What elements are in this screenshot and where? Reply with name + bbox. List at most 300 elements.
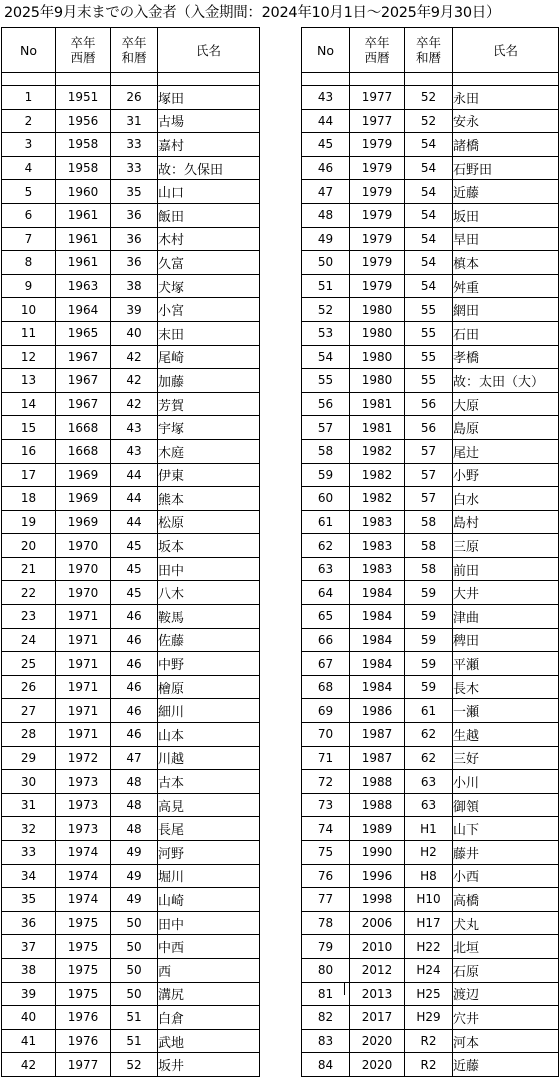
- table-row: [2, 581, 260, 605]
- cell-grad-year-western: 1967: [56, 369, 111, 393]
- cell-grad-year-japanese: 47: [111, 746, 158, 770]
- cell-no: 7: [2, 227, 56, 251]
- cell-no: 45: [302, 133, 350, 157]
- table-row: [302, 557, 559, 581]
- cell-grad-year-western: 1973: [56, 793, 111, 817]
- cell-no: 31: [2, 793, 56, 817]
- cell-name: 加藤: [158, 369, 260, 393]
- cell-name: 稗田: [453, 628, 559, 652]
- cell-name: 山本: [158, 723, 260, 747]
- cell-no: 9: [2, 274, 56, 298]
- cell-no: 2: [2, 109, 56, 133]
- table-row: [2, 982, 260, 1006]
- table-row: [2, 817, 260, 841]
- cell-grad-year-western: 1987: [350, 723, 405, 747]
- cell-no: 27: [2, 699, 56, 723]
- cell-name: 穴井: [453, 1006, 559, 1030]
- cell-no: 24: [2, 628, 56, 652]
- table-row: [2, 109, 260, 133]
- header-grad-year-label: 卒年: [364, 35, 390, 50]
- cell-no: 71: [302, 746, 350, 770]
- cell-no: 20: [2, 534, 56, 558]
- cell-name: 熊本: [158, 487, 260, 511]
- table-row: [2, 841, 260, 865]
- table-row: [302, 652, 559, 676]
- cell-grad-year-japanese: 56: [405, 416, 453, 440]
- cell-grad-year-western: 1982: [350, 463, 405, 487]
- cell-grad-year-western: 1967: [56, 345, 111, 369]
- cell-name: 宇塚: [158, 416, 260, 440]
- cell-no: 18: [2, 487, 56, 511]
- cell-grad-year-japanese: 59: [405, 652, 453, 676]
- cell-grad-year-japanese: H24: [405, 958, 453, 982]
- cell-grad-year-western: 2013: [350, 982, 405, 1006]
- table-row: [302, 746, 559, 770]
- table-row: [2, 628, 260, 652]
- cell-grad-year-western: 1971: [56, 699, 111, 723]
- cell-name: 高橋: [453, 888, 559, 912]
- cell-grad-year-western: 1988: [350, 770, 405, 794]
- table-row: [2, 1006, 260, 1030]
- cell-no: 36: [2, 911, 56, 935]
- cell-no: 49: [302, 227, 350, 251]
- cell-grad-year-western: 1980: [350, 369, 405, 393]
- cell-no: 32: [2, 817, 56, 841]
- cell-grad-year-western: 1980: [350, 321, 405, 345]
- cell-no: 51: [302, 274, 350, 298]
- cell-name: 八木: [158, 581, 260, 605]
- cell-name: 島村: [453, 510, 559, 534]
- cell-name: 三原: [453, 534, 559, 558]
- table-row: [302, 675, 559, 699]
- cell-grad-year-western: 1958: [56, 133, 111, 157]
- cell-grad-year-western: 1988: [350, 793, 405, 817]
- cell-name: 小西: [453, 864, 559, 888]
- cell-grad-year-western: 1981: [350, 416, 405, 440]
- cell-grad-year-western: 1969: [56, 487, 111, 511]
- table-row: [302, 888, 559, 912]
- cell-name: 石原: [453, 958, 559, 982]
- table-row: [2, 345, 260, 369]
- table-row: [302, 864, 559, 888]
- table-row: [2, 274, 260, 298]
- cell-grad-year-western: 1984: [350, 675, 405, 699]
- table-row: [302, 251, 559, 275]
- cell-grad-year-japanese: 59: [405, 605, 453, 629]
- cell-no: 40: [2, 1006, 56, 1030]
- cell-grad-year-western: 1971: [56, 628, 111, 652]
- spacer-row: [302, 73, 559, 86]
- cell-no: 44: [302, 109, 350, 133]
- header-grad-year-label: 卒年: [70, 35, 96, 50]
- cell-grad-year-western: 1974: [56, 864, 111, 888]
- cell-grad-year-japanese: R2: [405, 1029, 453, 1053]
- cell-name: 三好: [453, 746, 559, 770]
- cell-grad-year-japanese: 36: [111, 203, 158, 227]
- header-grad-year-western: [56, 28, 111, 73]
- cell-no: 82: [302, 1006, 350, 1030]
- cell-grad-year-japanese: 42: [111, 369, 158, 393]
- table-row: [302, 416, 559, 440]
- table-row: [2, 321, 260, 345]
- table-row: [302, 86, 559, 110]
- cell-no: 68: [302, 675, 350, 699]
- cell-grad-year-japanese: H8: [405, 864, 453, 888]
- cell-name: 故：久保田: [158, 156, 260, 180]
- table-row: [2, 935, 260, 959]
- table-row: [302, 723, 559, 747]
- cell-grad-year-japanese: 51: [111, 1029, 158, 1053]
- cell-grad-year-japanese: H22: [405, 935, 453, 959]
- table-row: [302, 369, 559, 393]
- cell-grad-year-western: 1951: [56, 86, 111, 110]
- cell-name: 伊東: [158, 463, 260, 487]
- cell-grad-year-western: 1979: [350, 274, 405, 298]
- cell-grad-year-japanese: 49: [111, 888, 158, 912]
- cell-no: 58: [302, 439, 350, 463]
- cell-name: 山口: [158, 180, 260, 204]
- spacer-cell: [111, 73, 158, 86]
- cell-name: 早田: [453, 227, 559, 251]
- roster-table-left: [1, 27, 260, 1077]
- cell-grad-year-japanese: 49: [111, 841, 158, 865]
- cell-grad-year-western: 1965: [56, 321, 111, 345]
- cell-grad-year-western: 1983: [350, 557, 405, 581]
- cell-grad-year-western: 1983: [350, 510, 405, 534]
- table-row: [2, 1029, 260, 1053]
- cell-name: 長木: [453, 675, 559, 699]
- cell-grad-year-japanese: 36: [111, 251, 158, 275]
- cell-grad-year-western: 1996: [350, 864, 405, 888]
- cell-name: 田中: [158, 911, 260, 935]
- cell-grad-year-japanese: H10: [405, 888, 453, 912]
- cell-grad-year-japanese: 63: [405, 770, 453, 794]
- cell-grad-year-western: 1976: [56, 1029, 111, 1053]
- cell-no: 17: [2, 463, 56, 487]
- table-header-row: [2, 28, 260, 73]
- cell-name: 槙本: [453, 251, 559, 275]
- cell-no: 13: [2, 369, 56, 393]
- table-row: [2, 958, 260, 982]
- cell-name: 津曲: [453, 605, 559, 629]
- cell-name: 御領: [453, 793, 559, 817]
- cell-grad-year-japanese: 57: [405, 463, 453, 487]
- cell-name: 山下: [453, 817, 559, 841]
- table-row: [2, 251, 260, 275]
- cell-no: 30: [2, 770, 56, 794]
- cell-grad-year-japanese: 38: [111, 274, 158, 298]
- roster-body-left: [2, 73, 260, 1077]
- header-grad-year-label: 卒年: [121, 35, 147, 50]
- cell-no: 43: [302, 86, 350, 110]
- cell-no: 63: [302, 557, 350, 581]
- cell-grad-year-japanese: 40: [111, 321, 158, 345]
- cell-no: 64: [302, 581, 350, 605]
- table-row: [302, 699, 559, 723]
- cell-no: 81: [302, 982, 350, 1006]
- table-row: [2, 227, 260, 251]
- cell-grad-year-japanese: H1: [405, 817, 453, 841]
- cell-name: 島原: [453, 416, 559, 440]
- cell-grad-year-western: 1990: [350, 841, 405, 865]
- cell-grad-year-japanese: 54: [405, 133, 453, 157]
- divider-tick: [344, 983, 345, 995]
- cell-no: 29: [2, 746, 56, 770]
- roster-table-right: [301, 27, 559, 1077]
- table-row: [302, 392, 559, 416]
- cell-no: 76: [302, 864, 350, 888]
- cell-grad-year-japanese: 54: [405, 156, 453, 180]
- cell-grad-year-japanese: 63: [405, 793, 453, 817]
- table-row: [302, 581, 559, 605]
- header-no: No: [2, 28, 56, 73]
- cell-name: 山崎: [158, 888, 260, 912]
- table-row: [302, 911, 559, 935]
- cell-name: 舛重: [453, 274, 559, 298]
- cell-name: 白倉: [158, 1006, 260, 1030]
- table-row: [2, 699, 260, 723]
- cell-grad-year-japanese: 50: [111, 911, 158, 935]
- cell-name: 大原: [453, 392, 559, 416]
- cell-no: 56: [302, 392, 350, 416]
- cell-grad-year-western: 1960: [56, 180, 111, 204]
- cell-grad-year-japanese: 59: [405, 628, 453, 652]
- cell-grad-year-japanese: 54: [405, 274, 453, 298]
- table-row: [302, 463, 559, 487]
- table-header-row: [302, 28, 559, 73]
- cell-grad-year-japanese: H29: [405, 1006, 453, 1030]
- cell-name: 木庭: [158, 439, 260, 463]
- table-row: [2, 180, 260, 204]
- cell-name: 塚田: [158, 86, 260, 110]
- cell-grad-year-western: 1973: [56, 770, 111, 794]
- cell-no: 54: [302, 345, 350, 369]
- cell-no: 10: [2, 298, 56, 322]
- cell-no: 25: [2, 652, 56, 676]
- cell-grad-year-japanese: 46: [111, 723, 158, 747]
- table-row: [2, 605, 260, 629]
- cell-name: 小野: [453, 463, 559, 487]
- cell-grad-year-japanese: 44: [111, 463, 158, 487]
- cell-no: 48: [302, 203, 350, 227]
- cell-grad-year-western: 1970: [56, 557, 111, 581]
- table-row: [2, 746, 260, 770]
- cell-name: 細川: [158, 699, 260, 723]
- cell-grad-year-western: 1979: [350, 156, 405, 180]
- table-row: [2, 369, 260, 393]
- cell-name: 安永: [453, 109, 559, 133]
- cell-grad-year-japanese: 61: [405, 699, 453, 723]
- cell-grad-year-japanese: 55: [405, 369, 453, 393]
- cell-no: 38: [2, 958, 56, 982]
- cell-name: 石田: [453, 321, 559, 345]
- cell-grad-year-western: 1981: [350, 392, 405, 416]
- cell-grad-year-japanese: 44: [111, 487, 158, 511]
- cell-grad-year-western: 1979: [350, 180, 405, 204]
- cell-grad-year-japanese: 26: [111, 86, 158, 110]
- table-row: [302, 841, 559, 865]
- cell-no: 70: [302, 723, 350, 747]
- cell-name: 孝橋: [453, 345, 559, 369]
- cell-no: 73: [302, 793, 350, 817]
- cell-name: 近藤: [453, 180, 559, 204]
- cell-name: 藤井: [453, 841, 559, 865]
- cell-no: 21: [2, 557, 56, 581]
- cell-grad-year-japanese: 43: [111, 439, 158, 463]
- cell-grad-year-japanese: 43: [111, 416, 158, 440]
- cell-name: 坂本: [158, 534, 260, 558]
- table-row: [2, 156, 260, 180]
- table-row: [2, 1053, 260, 1077]
- cell-no: 72: [302, 770, 350, 794]
- cell-grad-year-japanese: 46: [111, 605, 158, 629]
- cell-grad-year-japanese: 45: [111, 581, 158, 605]
- cell-grad-year-japanese: 50: [111, 935, 158, 959]
- cell-name: 古本: [158, 770, 260, 794]
- cell-grad-year-japanese: 54: [405, 180, 453, 204]
- cell-grad-year-western: 1982: [350, 439, 405, 463]
- cell-grad-year-western: 1979: [350, 203, 405, 227]
- cell-grad-year-western: 1961: [56, 251, 111, 275]
- cell-grad-year-japanese: 48: [111, 770, 158, 794]
- cell-grad-year-western: 1989: [350, 817, 405, 841]
- cell-name: 中西: [158, 935, 260, 959]
- cell-no: 5: [2, 180, 56, 204]
- cell-grad-year-western: 2006: [350, 911, 405, 935]
- cell-no: 79: [302, 935, 350, 959]
- table-row: [2, 203, 260, 227]
- table-row: [302, 770, 559, 794]
- header-western-label: 西暦: [70, 50, 96, 65]
- table-row: [302, 935, 559, 959]
- cell-name: 平瀬: [453, 652, 559, 676]
- table-row: [2, 463, 260, 487]
- cell-grad-year-japanese: 50: [111, 982, 158, 1006]
- header-japanese-era-label: 和暦: [415, 50, 441, 65]
- cell-grad-year-japanese: 54: [405, 203, 453, 227]
- cell-no: 78: [302, 911, 350, 935]
- cell-name: 小宮: [158, 298, 260, 322]
- cell-no: 19: [2, 510, 56, 534]
- cell-grad-year-western: 1975: [56, 958, 111, 982]
- cell-no: 66: [302, 628, 350, 652]
- cell-name: 近藤: [453, 1053, 559, 1077]
- table-row: [302, 1029, 559, 1053]
- cell-no: 42: [2, 1053, 56, 1077]
- cell-name: 坂井: [158, 1053, 260, 1077]
- cell-grad-year-japanese: 39: [111, 298, 158, 322]
- cell-no: 28: [2, 723, 56, 747]
- cell-grad-year-japanese: 44: [111, 510, 158, 534]
- table-row: [2, 723, 260, 747]
- header-japanese-era-label: 和暦: [121, 50, 147, 65]
- table-row: [302, 439, 559, 463]
- cell-no: 3: [2, 133, 56, 157]
- cell-name: 諸橋: [453, 133, 559, 157]
- spacer-cell: [56, 73, 111, 86]
- header-grad-year-japanese: [405, 28, 453, 73]
- cell-name: 渡辺: [453, 982, 559, 1006]
- table-row: [302, 298, 559, 322]
- cell-grad-year-western: 1971: [56, 605, 111, 629]
- cell-grad-year-western: 1984: [350, 652, 405, 676]
- cell-grad-year-western: 1975: [56, 911, 111, 935]
- cell-grad-year-western: 2012: [350, 958, 405, 982]
- cell-grad-year-western: 1979: [350, 251, 405, 275]
- cell-name: 犬塚: [158, 274, 260, 298]
- header-grad-year-japanese: [111, 28, 158, 73]
- cell-no: 50: [302, 251, 350, 275]
- cell-name: 川越: [158, 746, 260, 770]
- table-row: [302, 1053, 559, 1077]
- cell-no: 84: [302, 1053, 350, 1077]
- cell-grad-year-western: 1970: [56, 581, 111, 605]
- spacer-cell: [158, 73, 260, 86]
- header-grad-year-label: 卒年: [415, 35, 441, 50]
- header-grad-year-western: [350, 28, 405, 73]
- cell-grad-year-western: 2017: [350, 1006, 405, 1030]
- table-row: [302, 203, 559, 227]
- cell-grad-year-japanese: 35: [111, 180, 158, 204]
- table-row: [302, 109, 559, 133]
- table-row: [2, 534, 260, 558]
- cell-name: 田中: [158, 557, 260, 581]
- cell-grad-year-japanese: 54: [405, 251, 453, 275]
- cell-grad-year-japanese: 33: [111, 133, 158, 157]
- table-row: [2, 86, 260, 110]
- cell-no: 12: [2, 345, 56, 369]
- table-row: [302, 487, 559, 511]
- table-row: [2, 770, 260, 794]
- cell-no: 22: [2, 581, 56, 605]
- cell-no: 53: [302, 321, 350, 345]
- header-name: 氏名: [453, 28, 559, 73]
- cell-no: 15: [2, 416, 56, 440]
- cell-grad-year-japanese: 36: [111, 227, 158, 251]
- header-name: 氏名: [158, 28, 260, 73]
- spacer-cell: [453, 73, 559, 86]
- cell-name: 河本: [453, 1029, 559, 1053]
- cell-grad-year-japanese: 46: [111, 675, 158, 699]
- cell-no: 4: [2, 156, 56, 180]
- cell-grad-year-western: 1977: [350, 86, 405, 110]
- cell-grad-year-japanese: H25: [405, 982, 453, 1006]
- cell-grad-year-japanese: 58: [405, 557, 453, 581]
- cell-grad-year-western: 1973: [56, 817, 111, 841]
- cell-grad-year-japanese: 42: [111, 392, 158, 416]
- cell-grad-year-western: 1979: [350, 133, 405, 157]
- cell-grad-year-western: 1956: [56, 109, 111, 133]
- cell-grad-year-japanese: 46: [111, 699, 158, 723]
- cell-name: 檜原: [158, 675, 260, 699]
- cell-no: 33: [2, 841, 56, 865]
- cell-grad-year-japanese: 58: [405, 510, 453, 534]
- table-row: [2, 133, 260, 157]
- cell-grad-year-japanese: H2: [405, 841, 453, 865]
- roster-body-right: [302, 73, 559, 1077]
- cell-name: 久富: [158, 251, 260, 275]
- table-row: [2, 487, 260, 511]
- cell-no: 83: [302, 1029, 350, 1053]
- cell-grad-year-western: 1975: [56, 982, 111, 1006]
- cell-grad-year-western: 2010: [350, 935, 405, 959]
- cell-name: 佐藤: [158, 628, 260, 652]
- cell-grad-year-western: 1971: [56, 675, 111, 699]
- cell-name: 芳賀: [158, 392, 260, 416]
- table-row: [302, 628, 559, 652]
- cell-grad-year-western: 1979: [350, 227, 405, 251]
- table-row: [2, 392, 260, 416]
